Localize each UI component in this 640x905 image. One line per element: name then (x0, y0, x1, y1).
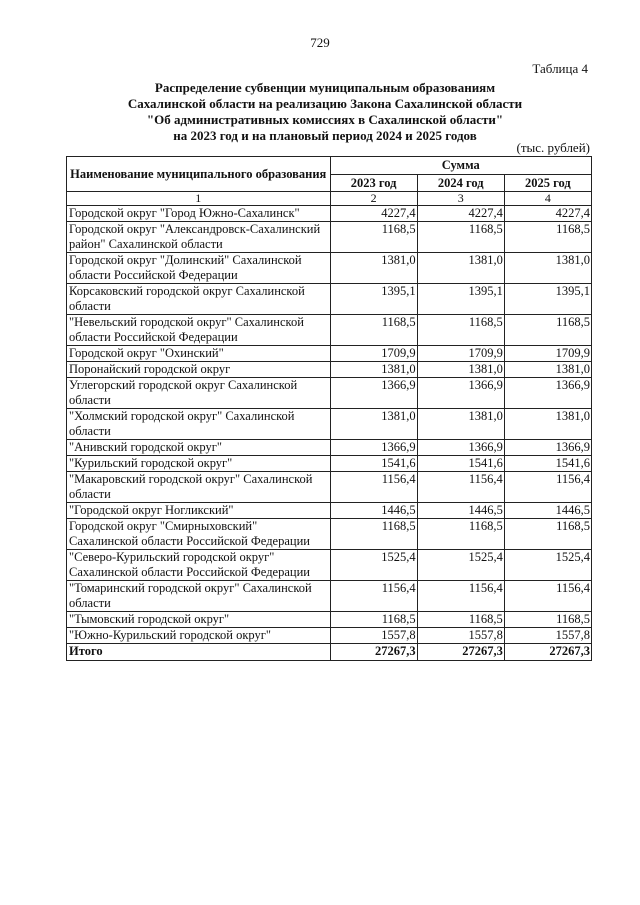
header-year: 2025 год (504, 175, 591, 192)
table-row (67, 315, 592, 346)
municipality-name-cell: "Холмский городской округ" Сахалинской области (67, 409, 331, 440)
total-label-cell: Итого (67, 644, 331, 661)
column-number: 2 (330, 192, 417, 206)
value-2024-cell: 1395,1 (417, 284, 504, 315)
municipality-name-cell: Городской округ "Александровск-Сахалинский район" Сахалинской области (67, 222, 331, 253)
header-year: 2024 год (417, 175, 504, 192)
value-2024-cell: 1156,4 (417, 472, 504, 503)
value-2023-cell: 4227,4 (330, 206, 417, 222)
value-2023-cell: 1395,1 (330, 284, 417, 315)
value-2025-cell: 1366,9 (504, 378, 591, 409)
value-2024-cell: 1168,5 (417, 315, 504, 346)
value-2023-cell: 1525,4 (330, 550, 417, 581)
table-row (67, 440, 592, 456)
value-2024-cell: 1168,5 (417, 222, 504, 253)
table-row (67, 362, 592, 378)
municipality-name-cell: Поронайский городской округ (67, 362, 331, 378)
municipality-name-cell: Корсаковский городской округ Сахалинской области (67, 284, 331, 315)
value-2025-cell: 1156,4 (504, 581, 591, 612)
value-2024-cell: 1168,5 (417, 519, 504, 550)
value-2023-cell: 1381,0 (330, 409, 417, 440)
table-row (67, 550, 592, 581)
subvention-table (66, 156, 592, 661)
title-line: Сахалинской области на реализацию Закона Сахалинской области (127, 96, 523, 111)
units-label: (тыс. рублей) (516, 140, 590, 155)
table-row (67, 581, 592, 612)
value-2025-cell: 1168,5 (504, 315, 591, 346)
table-row (67, 346, 592, 362)
total-2023-cell: 27267,3 (330, 644, 417, 661)
value-2025-cell: 1156,4 (504, 472, 591, 503)
column-number: 3 (417, 192, 504, 206)
table-row (67, 472, 592, 503)
total-2025-cell: 27267,3 (504, 644, 591, 661)
municipality-name-cell: Городской округ "Город Южно-Сахалинск" (67, 206, 331, 222)
value-2023-cell: 1366,9 (330, 440, 417, 456)
header-year: 2023 год (330, 175, 417, 192)
value-2024-cell: 4227,4 (417, 206, 504, 222)
municipality-name-cell: "Южно-Курильский городской округ" (67, 628, 331, 644)
value-2023-cell: 1168,5 (330, 519, 417, 550)
column-number-row (67, 192, 592, 206)
municipality-name-cell: "Городской округ Ногликский" (67, 503, 331, 519)
document-title (60, 80, 590, 144)
value-2024-cell: 1366,9 (417, 440, 504, 456)
value-2023-cell: 1156,4 (330, 472, 417, 503)
value-2023-cell: 1168,5 (330, 222, 417, 253)
page-number: 729 (310, 35, 330, 50)
value-2023-cell: 1366,9 (330, 378, 417, 409)
title-line: Распределение субвенции муниципальным образованиям (154, 80, 496, 95)
municipality-name-cell: "Анивский городской округ" (67, 440, 331, 456)
table-row (67, 628, 592, 644)
municipality-name-cell: Городской округ "Охинский" (67, 346, 331, 362)
total-row (67, 644, 592, 661)
value-2025-cell: 1381,0 (504, 409, 591, 440)
table-row (67, 503, 592, 519)
value-2025-cell: 1168,5 (504, 222, 591, 253)
value-2024-cell: 1709,9 (417, 346, 504, 362)
value-2024-cell: 1525,4 (417, 550, 504, 581)
value-2023-cell: 1381,0 (330, 362, 417, 378)
value-2023-cell: 1168,5 (330, 612, 417, 628)
value-2024-cell: 1541,6 (417, 456, 504, 472)
value-2025-cell: 1381,0 (504, 253, 591, 284)
value-2025-cell: 1366,9 (504, 440, 591, 456)
header-name: Наименование муниципального образования (67, 157, 331, 192)
table-row (67, 253, 592, 284)
table-body (67, 192, 592, 661)
table-row (67, 378, 592, 409)
column-number: 1 (67, 192, 331, 206)
municipality-name-cell: Городской округ "Смирныховский" Сахалинской области Российской Федерации (67, 519, 331, 550)
value-2024-cell: 1557,8 (417, 628, 504, 644)
value-2023-cell: 1168,5 (330, 315, 417, 346)
table-row (67, 409, 592, 440)
value-2024-cell: 1381,0 (417, 409, 504, 440)
value-2025-cell: 1709,9 (504, 346, 591, 362)
municipality-name-cell: Углегорский городской округ Сахалинской области (67, 378, 331, 409)
value-2023-cell: 1557,8 (330, 628, 417, 644)
value-2024-cell: 1381,0 (417, 362, 504, 378)
value-2024-cell: 1168,5 (417, 612, 504, 628)
value-2023-cell: 1541,6 (330, 456, 417, 472)
header-sum: Сумма (330, 157, 592, 175)
table-row (67, 456, 592, 472)
value-2025-cell: 1395,1 (504, 284, 591, 315)
table-row (67, 284, 592, 315)
municipality-name-cell: "Курильский городской округ" (67, 456, 331, 472)
value-2023-cell: 1156,4 (330, 581, 417, 612)
value-2023-cell: 1381,0 (330, 253, 417, 284)
value-2025-cell: 1557,8 (504, 628, 591, 644)
column-number: 4 (504, 192, 591, 206)
value-2024-cell: 1446,5 (417, 503, 504, 519)
title-line: "Об административных комиссиях в Сахалинской области" (146, 112, 504, 127)
table-row (67, 206, 592, 222)
value-2024-cell: 1156,4 (417, 581, 504, 612)
value-2025-cell: 1525,4 (504, 550, 591, 581)
municipality-name-cell: Городской округ "Долинский" Сахалинской области Российской Федерации (67, 253, 331, 284)
value-2025-cell: 4227,4 (504, 206, 591, 222)
value-2023-cell: 1446,5 (330, 503, 417, 519)
municipality-name-cell: "Невельский городской округ" Сахалинской области Российской Федерации (67, 315, 331, 346)
value-2025-cell: 1541,6 (504, 456, 591, 472)
value-2025-cell: 1446,5 (504, 503, 591, 519)
value-2024-cell: 1366,9 (417, 378, 504, 409)
title-line: на 2023 год и на плановый период 2024 и 2025 годов (173, 128, 477, 143)
table-row (67, 612, 592, 628)
total-2024-cell: 27267,3 (417, 644, 504, 661)
municipality-name-cell: "Томаринский городской округ" Сахалинской области (67, 581, 331, 612)
municipality-name-cell: "Северо-Курильский городской округ" Сахалинской области Российской Федерации (67, 550, 331, 581)
municipality-name-cell: "Макаровский городской округ" Сахалинской области (67, 472, 331, 503)
table-row (67, 222, 592, 253)
value-2025-cell: 1168,5 (504, 519, 591, 550)
table-row (67, 519, 592, 550)
value-2023-cell: 1709,9 (330, 346, 417, 362)
value-2024-cell: 1381,0 (417, 253, 504, 284)
value-2025-cell: 1168,5 (504, 612, 591, 628)
table-label: Таблица 4 (532, 61, 588, 76)
value-2025-cell: 1381,0 (504, 362, 591, 378)
municipality-name-cell: "Тымовский городской округ" (67, 612, 331, 628)
